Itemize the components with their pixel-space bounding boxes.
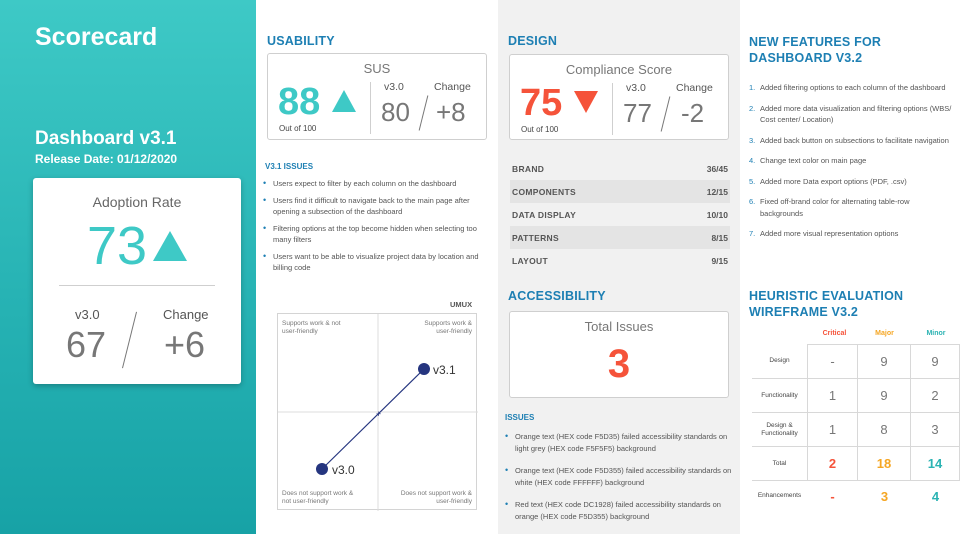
list-item: • Users expect to filter by each column on the dashboard <box>263 178 493 190</box>
list-item: 5. Added more Data export options (PDF, .csv) <box>749 176 907 186</box>
item-text: Added more visual representation options <box>760 229 899 238</box>
column-header-minor: Minor <box>926 330 946 337</box>
adoption-rate-value: 73 <box>86 216 148 276</box>
item-text: Added more data visualization and filtering options (WBS/ Cost center/ Location) <box>760 103 952 124</box>
table-cell: 1 <box>807 413 858 447</box>
table-row <box>510 249 730 272</box>
trend-down-icon <box>574 91 598 113</box>
adoption-rate-card <box>33 178 241 384</box>
sus-change-label: Change <box>434 81 471 93</box>
adoption-prev-label: v3.0 <box>75 307 100 322</box>
row-label: PATTERNS <box>512 232 559 243</box>
item-text: Change text color on main page <box>760 156 867 165</box>
title-line: NEW FEATURES FOR <box>749 35 882 49</box>
umux-label: UMUX <box>450 300 473 309</box>
title-line: DASHBOARD V3.2 <box>749 51 863 65</box>
total-critical: 2 <box>807 447 858 481</box>
compliance-prev-label: v3.0 <box>626 82 646 94</box>
heuristic-title <box>749 288 903 320</box>
compliance-change-label: Change <box>676 82 713 94</box>
quadrant-bottom-left: Does not support work & not user-friendly <box>282 490 354 505</box>
item-text: Added filtering options to each column of the dashboard <box>760 83 946 92</box>
new-features-list <box>749 82 954 249</box>
row-label: DATA DISPLAY <box>512 209 577 220</box>
list-item: • Red text (HEX code DC1928) failed accessibility standards on orange (HEX code F5D355) background <box>505 499 733 522</box>
adoption-prev-value: 67 <box>66 324 107 365</box>
slash-divider <box>661 96 671 131</box>
row-label: BRAND <box>512 163 545 174</box>
divider <box>59 285 215 286</box>
adoption-rate-label: Adoption Rate <box>92 194 182 210</box>
point-v31 <box>418 363 430 375</box>
row-label: Enhancements <box>757 492 802 499</box>
table-cell: 3 <box>911 413 960 447</box>
page-title: Scorecard <box>35 23 158 51</box>
item-text: Fixed off-brand color for alternating table-row backgrounds <box>760 197 910 218</box>
divider <box>370 82 371 134</box>
table-cell: - <box>807 344 858 379</box>
list-item: 4. Change text color on main page <box>749 156 867 165</box>
compliance-change-value: -2 <box>681 98 705 128</box>
summary-panel <box>0 0 256 534</box>
column-header-critical: Critical <box>822 330 847 337</box>
row-label: COMPONENTS <box>512 186 576 197</box>
column-header-major: Major <box>875 330 894 337</box>
total-issues-value: 3 <box>607 342 631 386</box>
midpoint-marker: + <box>376 409 382 419</box>
list-item: 2. Added more data visualization and filtering options (WBS/ Cost center/ Location) <box>749 103 952 124</box>
adoption-change-label: Change <box>163 307 209 322</box>
release-name: Dashboard v3.1 <box>35 128 177 149</box>
title-line: HEURISTIC EVALUATION <box>749 289 904 303</box>
list-item: • Orange text (HEX code F5D35) failed accessibility standards on light grey (HEX code F5F5F5) background <box>505 431 733 454</box>
total-issues-card <box>509 311 729 398</box>
sus-title: SUS <box>363 61 391 76</box>
table-row <box>510 180 730 203</box>
total-issues-title: Total Issues <box>584 319 654 334</box>
new-features-title <box>749 34 881 66</box>
list-item: • Users find it difficult to navigate back to the main page after opening a subsection of the dashboard <box>263 195 493 218</box>
trend-up-icon <box>153 231 187 261</box>
quadrant-top-left: Supports work & not user-friendly <box>282 320 341 335</box>
design-title: DESIGN <box>508 34 558 48</box>
sus-card <box>267 53 487 140</box>
list-item: 7. Added more visual representation options <box>749 229 899 238</box>
table-row <box>510 226 730 249</box>
row-score: 10/10 <box>706 209 728 220</box>
compliance-card <box>509 54 729 140</box>
item-text: Added back button on subsections to facilitate navigation <box>760 135 949 145</box>
quadrant-top-right: Supports work & user-friendly <box>424 320 472 335</box>
release-date: Release Date: 01/12/2020 <box>35 152 178 166</box>
total-minor: 14 <box>911 447 960 481</box>
row-score: 9/15 <box>711 255 728 266</box>
row-label: Functionality <box>752 379 807 413</box>
enhancements-critical: - <box>830 488 835 504</box>
title-line: WIREFRAME V3.2 <box>749 305 859 319</box>
list-item: • Users want to be able to visualize project data by location and billing code <box>263 251 493 274</box>
adoption-value-row <box>33 216 241 276</box>
usability-issues-title: V3.1 ISSUES <box>265 162 314 171</box>
list-item: 1. Added filtering options to each column of the dashboard <box>749 83 946 92</box>
usability-issues-list <box>263 178 493 279</box>
point-v30 <box>316 463 328 475</box>
compliance-prev-value: 77 <box>623 98 652 128</box>
list-item: • Filtering options at the top become hidden when selecting too many filters <box>263 223 493 246</box>
row-label: Design <box>752 344 807 379</box>
sus-prev-label: v3.0 <box>384 81 404 93</box>
enhancements-minor: 4 <box>931 488 940 504</box>
list-item: • Orange text (HEX code F5D355) failed accessibility standards on white (HEX code FFFFFF) background <box>505 465 733 488</box>
enhancements-major: 3 <box>880 488 889 504</box>
accessibility-title: ACCESSIBILITY <box>508 289 606 303</box>
item-text: Added more Data export options (PDF, .csv) <box>760 176 907 186</box>
sus-change-value: +8 <box>436 97 466 127</box>
table-cell: 9 <box>858 344 911 379</box>
accessibility-issues-title: ISSUES <box>505 413 535 422</box>
trend-up-icon <box>332 90 356 112</box>
table-cell: 1 <box>807 379 858 413</box>
compliance-title: Compliance Score <box>565 62 673 77</box>
slash-divider <box>122 312 137 369</box>
table-cell: 2 <box>911 379 960 413</box>
sus-value: 88 <box>278 81 321 123</box>
adoption-change-value: +6 <box>164 324 206 365</box>
table-row <box>510 157 730 180</box>
row-score: 36/45 <box>706 163 728 174</box>
umux-chart <box>277 313 477 510</box>
quadrant-bottom-right: Does not support work & user-friendly <box>400 490 472 505</box>
table-cell: 9 <box>858 379 911 413</box>
table-cell: 8 <box>858 413 911 447</box>
point-v31-label: v3.1 <box>433 363 456 377</box>
sus-out-of: Out of 100 <box>279 124 317 133</box>
row-label: LAYOUT <box>512 255 548 266</box>
design-score-table <box>510 157 730 272</box>
list-item: 3. Added back button on subsections to facilitate navigation <box>749 135 949 145</box>
divider <box>612 83 613 135</box>
compliance-out-of: Out of 100 <box>521 125 559 134</box>
list-item: 6. Fixed off-brand color for alternating table-row backgrounds <box>749 197 910 218</box>
row-label: Design & Functionality <box>752 413 807 447</box>
usability-title: USABILITY <box>267 34 335 48</box>
table-cell: 9 <box>911 344 960 379</box>
compliance-value: 75 <box>520 82 563 124</box>
accessibility-issues-list <box>505 431 733 527</box>
trend-line <box>322 369 424 469</box>
row-score: 12/15 <box>706 186 728 197</box>
point-v30-label: v3.0 <box>332 463 355 477</box>
table-row <box>510 203 730 226</box>
total-major: 18 <box>858 447 911 481</box>
sus-prev-value: 80 <box>381 97 410 127</box>
slash-divider <box>419 95 429 130</box>
row-label: Total <box>752 447 807 481</box>
row-score: 8/15 <box>711 232 728 243</box>
umux-plot <box>278 314 478 511</box>
